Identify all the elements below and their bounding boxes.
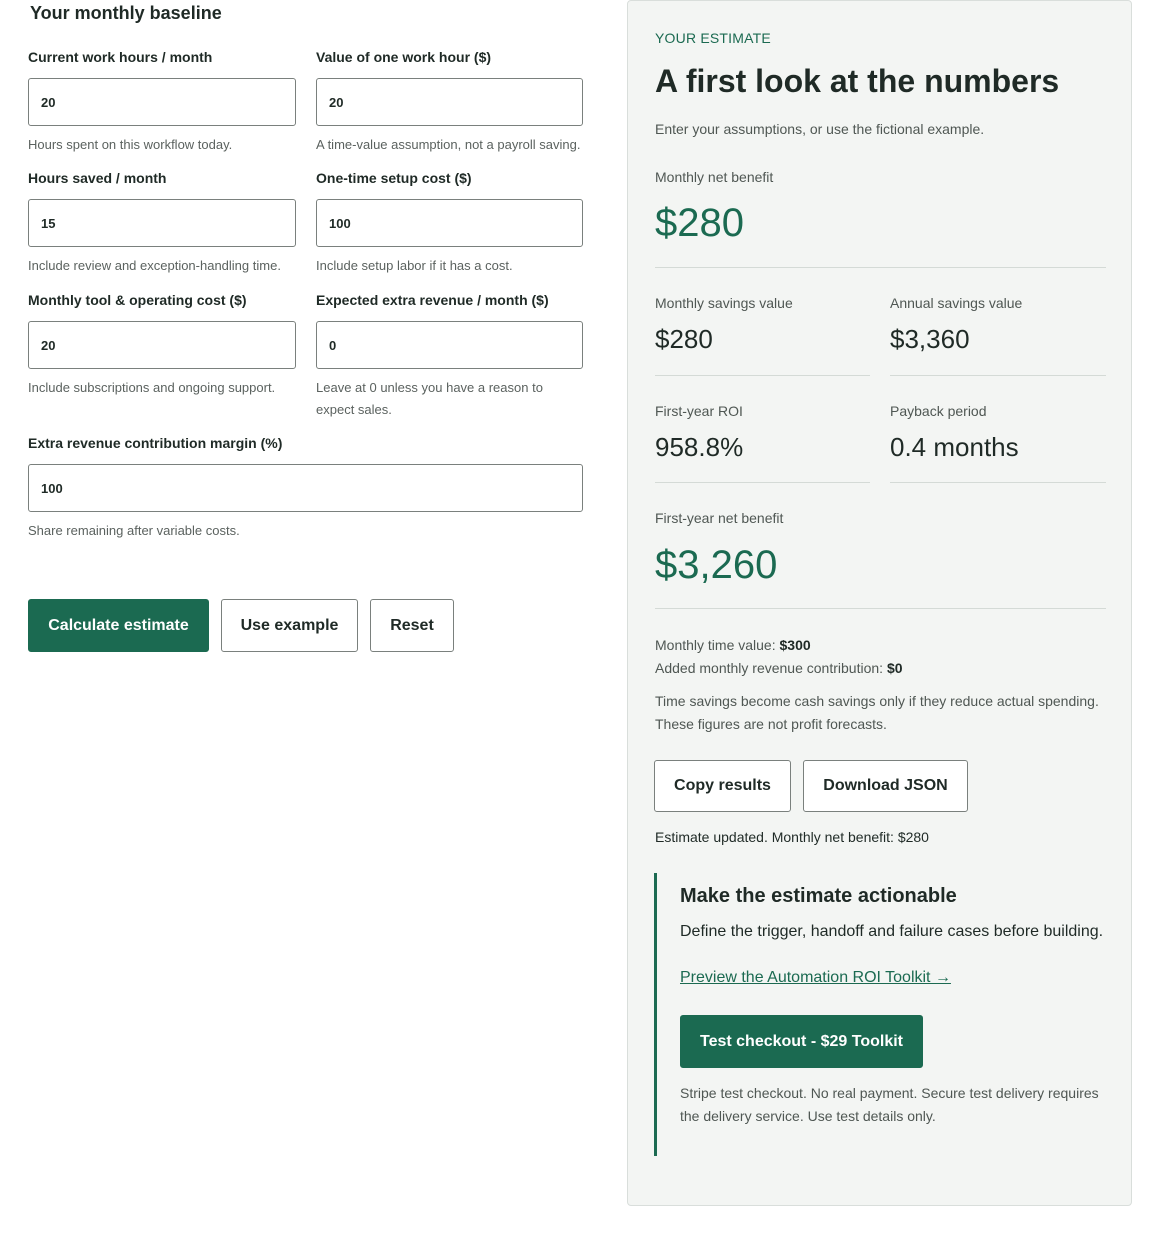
savings-disclaimer: Time savings become cash savings only if they reduce actual spending. These figures are not profit forecasts. — [655, 693, 1099, 732]
current-hours-hint: Hours spent on this workflow today. — [28, 137, 233, 152]
extra-revenue-label: Expected extra revenue / month ($) — [316, 292, 549, 308]
setup-cost-field — [316, 168, 583, 277]
monthly-net-label: Monthly net benefit — [655, 169, 774, 185]
estimate-subtitle: Enter your assumptions, or use the fictional example. — [655, 121, 985, 137]
annual-savings-value: $3,360 — [890, 324, 970, 354]
extra-revenue-field — [316, 290, 583, 421]
divider — [890, 375, 1106, 376]
current-hours-input[interactable] — [28, 78, 296, 126]
extra-revenue-hint: Leave at 0 unless you have a reason to expect sales. — [316, 380, 543, 417]
hour-value-field — [316, 47, 583, 156]
contribution-margin-hint: Share remaining after variable costs. — [28, 523, 240, 538]
callout-title: Make the estimate actionable — [680, 885, 957, 907]
monthly-net-value: $280 — [655, 201, 744, 245]
contribution-margin-field — [28, 433, 583, 542]
revenue-contribution-label: Added monthly revenue contribution: — [655, 660, 884, 676]
setup-cost-label: One-time setup cost ($) — [316, 170, 472, 186]
divider — [655, 375, 870, 376]
calculate-estimate-button[interactable]: Calculate estimate — [28, 599, 209, 652]
monthly-savings-label: Monthly savings value — [655, 295, 793, 311]
setup-cost-input[interactable] — [316, 199, 583, 247]
current-hours-field — [28, 47, 296, 156]
payback-label: Payback period — [890, 403, 987, 419]
hours-saved-field — [28, 168, 296, 277]
tool-cost-input[interactable] — [28, 321, 296, 369]
hour-value-input[interactable] — [316, 78, 583, 126]
reset-button[interactable]: Reset — [370, 599, 454, 652]
monthly-time-value-label: Monthly time value: — [655, 637, 776, 653]
hours-saved-label: Hours saved / month — [28, 170, 167, 186]
monthly-time-value-amount: $300 — [779, 637, 811, 653]
contribution-margin-input[interactable] — [28, 464, 583, 512]
estimate-eyebrow: YOUR ESTIMATE — [655, 30, 771, 46]
divider — [655, 267, 1106, 268]
callout-text: Define the trigger, handoff and failure cases before building. — [680, 923, 1104, 940]
hours-saved-input[interactable] — [28, 199, 296, 247]
divider — [655, 608, 1106, 609]
estimate-title: A first look at the numbers — [655, 63, 1060, 99]
hour-value-hint: A time-value assumption, not a payroll saving. — [316, 137, 581, 152]
checkout-note: Stripe test checkout. No real payment. Secure test delivery requires the delivery service. Use test details only. — [680, 1085, 1099, 1124]
setup-cost-hint: Include setup labor if it has a cost. — [316, 258, 513, 273]
form-title: Your monthly baseline — [30, 3, 222, 23]
copy-results-button[interactable]: Copy results — [654, 760, 791, 812]
first-year-net-label: First-year net benefit — [655, 510, 784, 526]
revenue-contribution — [655, 660, 903, 676]
extra-revenue-input[interactable] — [316, 321, 583, 369]
status-message: Estimate updated. Monthly net benefit: $280 — [655, 829, 929, 845]
tool-cost-field — [28, 290, 296, 399]
roi-label: First-year ROI — [655, 403, 743, 419]
actionable-callout — [654, 873, 1109, 1156]
annual-savings-label: Annual savings value — [890, 295, 1023, 311]
contribution-margin-label: Extra revenue contribution margin (%) — [28, 435, 283, 451]
first-year-net-value: $3,260 — [655, 543, 778, 587]
divider — [655, 482, 870, 483]
monthly-time-value — [655, 637, 811, 653]
revenue-contribution-amount: $0 — [886, 660, 903, 676]
toolkit-preview-link[interactable]: Preview the Automation ROI Toolkit → — [680, 969, 951, 986]
tool-cost-label: Monthly tool & operating cost ($) — [28, 292, 247, 308]
current-hours-label: Current work hours / month — [28, 49, 213, 65]
hours-saved-hint: Include review and exception-handling time. — [28, 258, 281, 273]
payback-value: 0.4 months — [890, 432, 1019, 462]
estimate-panel — [627, 0, 1132, 1206]
monthly-savings-value: $280 — [655, 324, 713, 354]
roi-value: 958.8% — [655, 432, 744, 462]
divider — [890, 482, 1106, 483]
download-json-button[interactable]: Download JSON — [803, 760, 968, 812]
test-checkout-button[interactable]: Test checkout - $29 Toolkit — [680, 1015, 923, 1068]
use-example-button[interactable]: Use example — [221, 599, 358, 652]
tool-cost-hint: Include subscriptions and ongoing support. — [28, 380, 276, 395]
hour-value-label: Value of one work hour ($) — [316, 49, 492, 65]
